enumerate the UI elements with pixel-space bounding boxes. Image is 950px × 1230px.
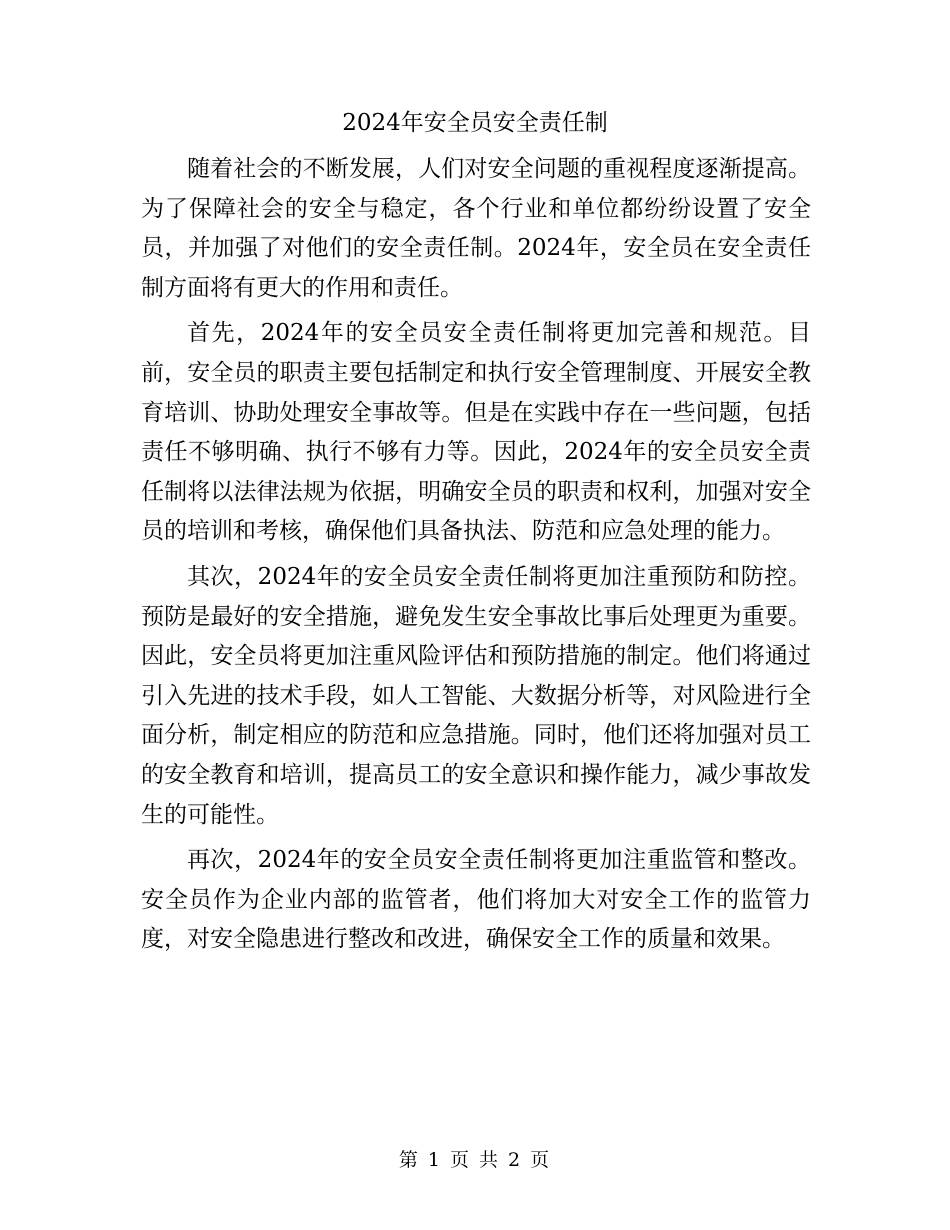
paragraph-first: 首先，2024年的安全员安全责任制将更加完善和规范。目前，安全员的职责主要包括制定和执行安全管理制度、开展安全教育培训、协助处理安全事故等。但是在实践中存在一些问题，包括责任不够明确、执行不够有力等。因此，2024年的安全员安全责任制将以法律法规为依据，明确安全员的职责和权利，加强对安全员的培训和考核，确保他们具备执法、防范和应急处理的能力。	[141, 320, 811, 545]
paragraph-second: 其次，2024年的安全员安全责任制将更加注重预防和防控。预防是最好的安全措施，避免发生安全事故比事后处理更为重要。因此，安全员将更加注重风险评估和预防措施的制定。他们将通过引入先进的技术手段，如人工智能、大数据分析等，对风险进行全面分析，制定相应的防范和应急措施。同时，他们还将加强对员工的安全教育和培训，提高员工的安全意识和操作能力，减少事故发生的可能性。	[141, 563, 811, 828]
document-body	[141, 150, 811, 966]
paragraph-intro: 随着社会的不断发展，人们对安全问题的重视程度逐渐提高。为了保障社会的安全与稳定，各个行业和单位都纷纷设置了安全员，并加强了对他们的安全责任制。2024年，安全员在安全责任制方面将有更大的作用和责任。	[141, 156, 811, 301]
page-number-footer: 第 1 页 共 2 页	[398, 1149, 552, 1171]
paragraph-third: 再次，2024年的安全员安全责任制将更加注重监管和整改。安全员作为企业内部的监管者，他们将加大对安全工作的监管力度，对安全隐患进行整改和改进，确保安全工作的质量和效果。	[141, 847, 811, 953]
document-title: 2024年安全员安全责任制	[342, 110, 608, 136]
